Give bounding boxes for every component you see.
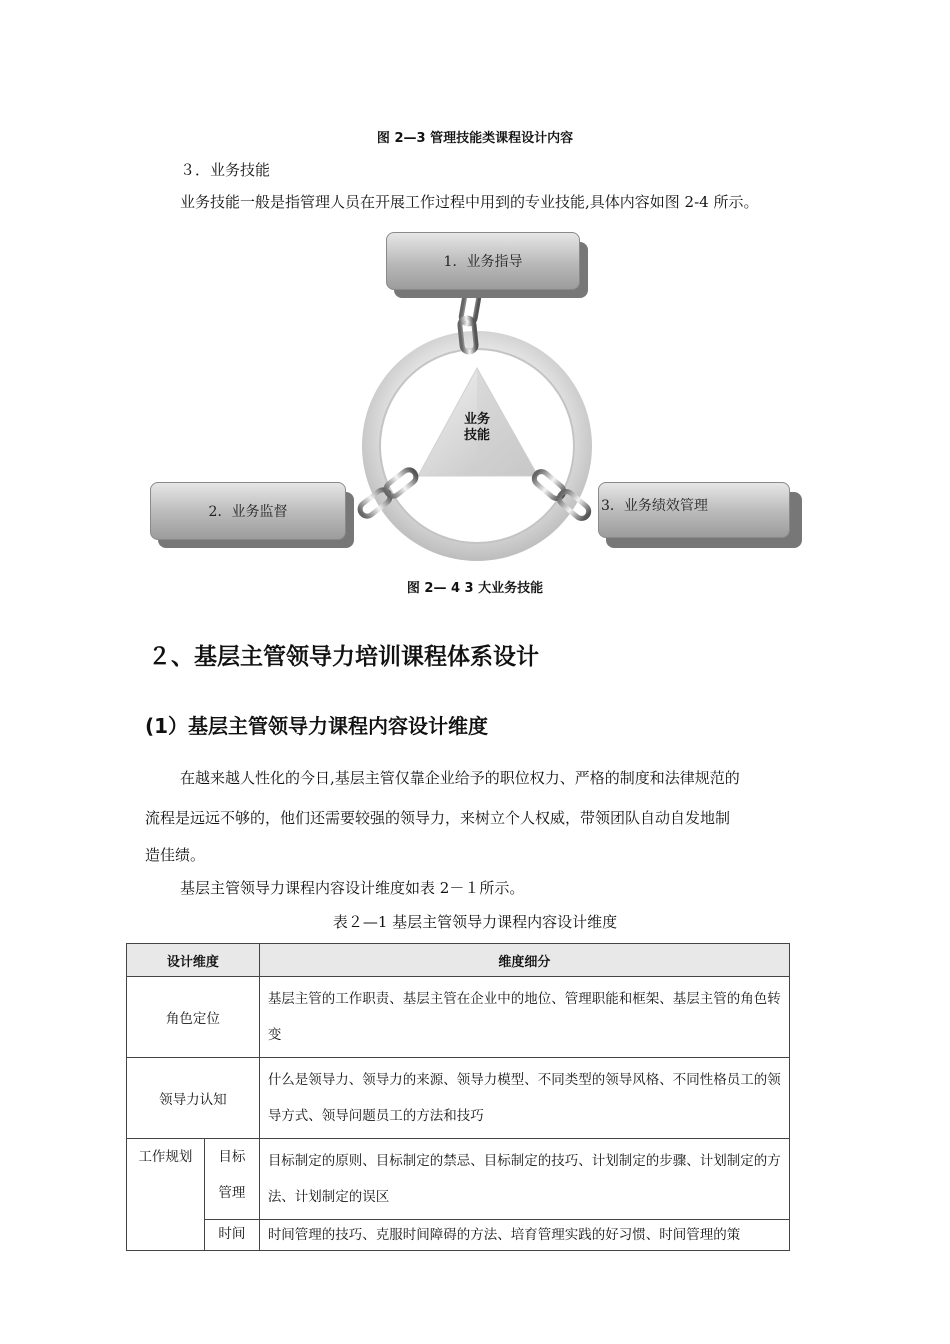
dimension-table <box>126 943 790 1251</box>
row-leadership-detail: 什么是领导力、领导力的来源、领导力模型、不同类型的领导风格、不同性格员工的领导方式、领导问题员工的方法和技巧 <box>259 1058 789 1139</box>
row-role-detail: 基层主管的工作职责、基层主管在企业中的地位、管理职能和框架、基层主管的角色转变 <box>259 977 789 1058</box>
header-dimension-detail: 维度细分 <box>259 944 789 977</box>
row-goal-management <box>204 1139 259 1220</box>
subsection-heading-1: (1）基层主管领导力课程内容设计维度 <box>145 714 489 738</box>
table-row <box>127 977 790 1058</box>
box-business-supervision: 2．业务监督 <box>150 482 346 540</box>
section-paragraph: 业务技能一般是指管理人员在开展工作过程中用到的专业技能,具体内容如图 2-4 所示。 <box>180 193 759 211</box>
paragraph-line-2: 流程是远远不够的，他们还需要较强的领导力，来树立个人权威，带领团队自动自发地制 <box>145 809 731 827</box>
center-label-line1: 业务 <box>463 412 490 427</box>
paragraph-line-3: 造佳绩。 <box>145 846 206 864</box>
center-label-line2: 技能 <box>463 428 490 443</box>
row-goal-line2: 管理 <box>218 1185 246 1201</box>
table-row <box>127 1058 790 1139</box>
business-skills-diagram <box>140 228 820 568</box>
paragraph-table-intro: 基层主管领导力课程内容设计维度如表 2－１所示。 <box>180 879 525 897</box>
box-business-guidance: 1．业务指导 <box>386 232 580 290</box>
section-heading-business-skills: ３．业务技能 <box>180 161 271 179</box>
row-leadership-dimension: 领导力认知 <box>127 1058 260 1139</box>
row-time-sub: 时间 <box>204 1220 259 1251</box>
row-role-dimension: 角色定位 <box>127 977 260 1058</box>
figure-caption-2-3: 图 2—3 管理技能类课程设计内容 <box>376 131 574 146</box>
table-row <box>127 1220 790 1251</box>
center-label <box>447 412 507 444</box>
row-planning-dimension: 工作规划 <box>127 1139 205 1251</box>
section-heading-2: ２、基层主管领导力培训课程体系设计 <box>148 644 539 670</box>
table-header-row <box>127 944 790 977</box>
box-business-performance: 3．业务绩效管理 <box>598 482 790 538</box>
paragraph-line-1: 在越来越人性化的今日,基层主管仅靠企业给予的职位权力、严格的制度和法律规范的 <box>180 769 740 787</box>
header-design-dimension: 设计维度 <box>127 944 260 977</box>
table-caption: 表２—1 基层主管领导力课程内容设计维度 <box>332 913 618 931</box>
row-time-detail: 时间管理的技巧、克服时间障碍的方法、培育管理实践的好习惯、时间管理的策 <box>259 1220 789 1251</box>
row-goal-line1: 目标 <box>218 1149 246 1165</box>
row-goal-detail: 目标制定的原则、目标制定的禁忌、目标制定的技巧、计划制定的步骤、计划制定的方法、计划制定的误区 <box>259 1139 789 1220</box>
figure-caption-2-4: 图 2— 4 3 大业务技能 <box>406 581 544 596</box>
table-row <box>127 1139 790 1220</box>
